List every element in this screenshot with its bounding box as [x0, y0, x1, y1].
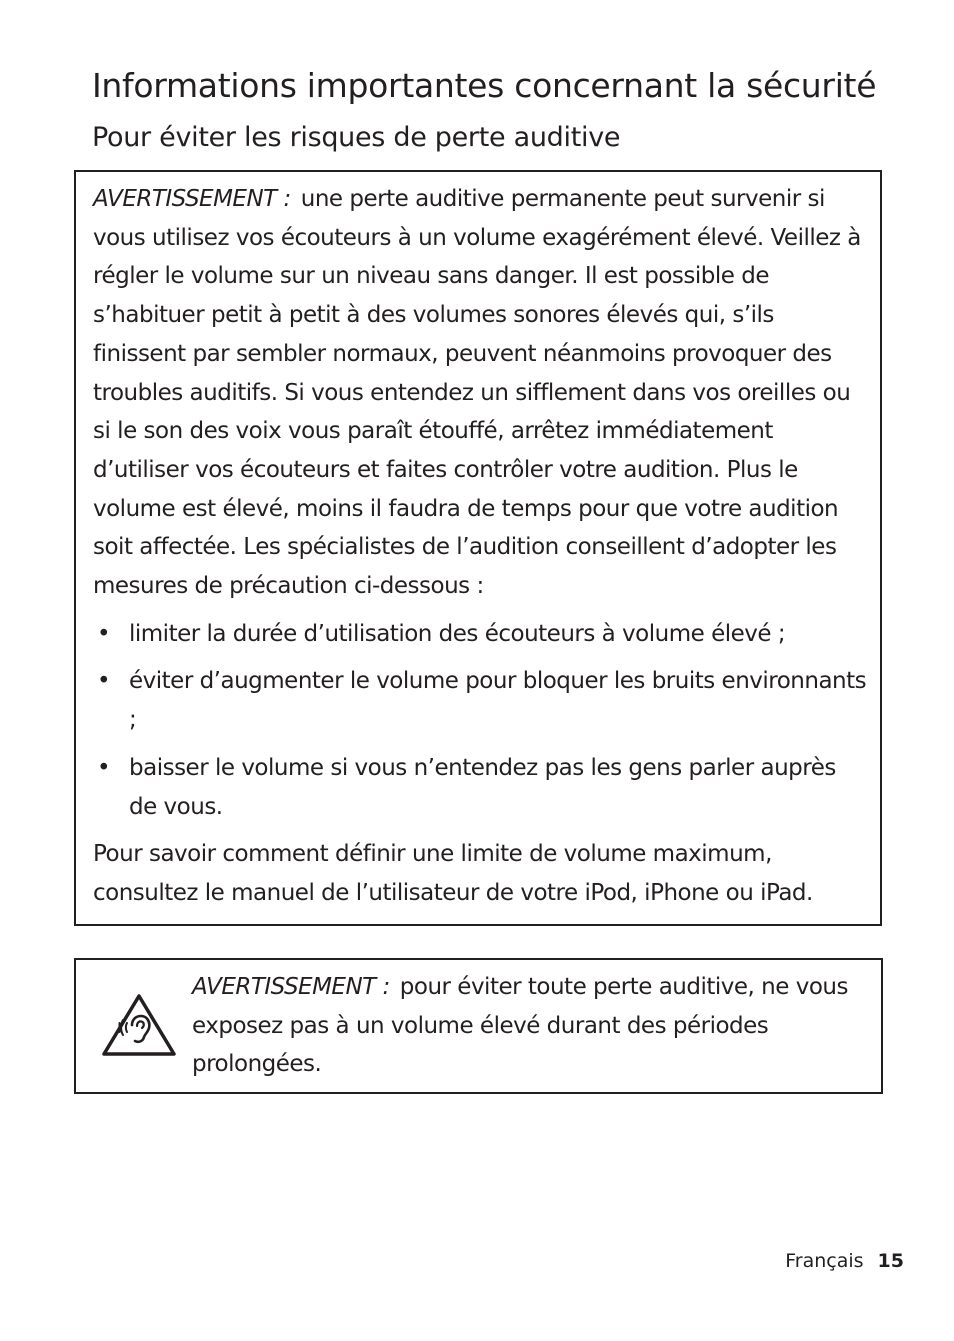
bullet-icon: •: [97, 668, 111, 695]
footer-language: Français: [785, 1250, 864, 1272]
page-number: 15: [877, 1250, 904, 1272]
list-item: [93, 749, 868, 826]
list-item-text: éviter d’augmenter le volume pour bloquer les bruits environnants ;: [129, 668, 867, 734]
list-item-text: limiter la durée d’utilisation des écouteurs à volume élevé ;: [129, 620, 786, 647]
exposure-warning-box: [74, 958, 883, 1094]
hearing-warning-icon: [101, 992, 177, 1060]
list-item: [93, 615, 868, 654]
list-item-text: baisser le volume si vous n’entendez pas les gens parler auprès de vous.: [129, 754, 836, 820]
warning-label: AVERTISSEMENT :: [93, 186, 291, 212]
hearing-loss-warning-box: [74, 170, 882, 926]
warning-paragraph: [93, 180, 868, 606]
page-footer: [785, 1246, 904, 1276]
page-title: Informations importantes concernant la sécurité: [92, 66, 877, 105]
warning-content: [93, 180, 868, 913]
warning-text: une perte auditive permanente peut survenir si vous utilisez vos écouteurs à un volume exagérément élevé. Veillez à régler le volume sur un niveau sans danger. Il est possible de s’habituer petit à petit à des volumes sonores élevés qui, s’ils finissent par sembler normaux, peuvent néanmoins provoquer des troubles auditifs. Si vous entendez un sifflement dans vos oreilles ou si le son des voix vous paraît étouffé, arrêtez immédiatement d’utiliser vos écouteurs et faites contrôler votre audition. Plus le volume est élevé, moins il faudra de temps pour que votre audition soit affectée. Les spécialistes de l’audition conseillent d’adopter les mesures de précaution ci-dessous :: [93, 186, 861, 600]
list-item: [93, 662, 868, 739]
closing-paragraph: Pour savoir comment définir une limite de volume maximum, consultez le manuel de l’utilisateur de votre iPod, iPhone ou iPad.: [93, 841, 813, 906]
bullet-icon: •: [97, 620, 111, 647]
bullet-icon: •: [97, 754, 111, 781]
warning-label: AVERTISSEMENT :: [192, 974, 390, 1000]
warning-paragraph: [192, 968, 852, 1084]
warning-text: pour éviter toute perte auditive, ne vous exposez pas à un volume élevé durant des périodes prolongées.: [192, 974, 848, 1078]
precaution-list: [93, 615, 868, 827]
section-subtitle: Pour éviter les risques de perte auditive: [92, 122, 621, 153]
warning-content: [192, 968, 852, 1084]
